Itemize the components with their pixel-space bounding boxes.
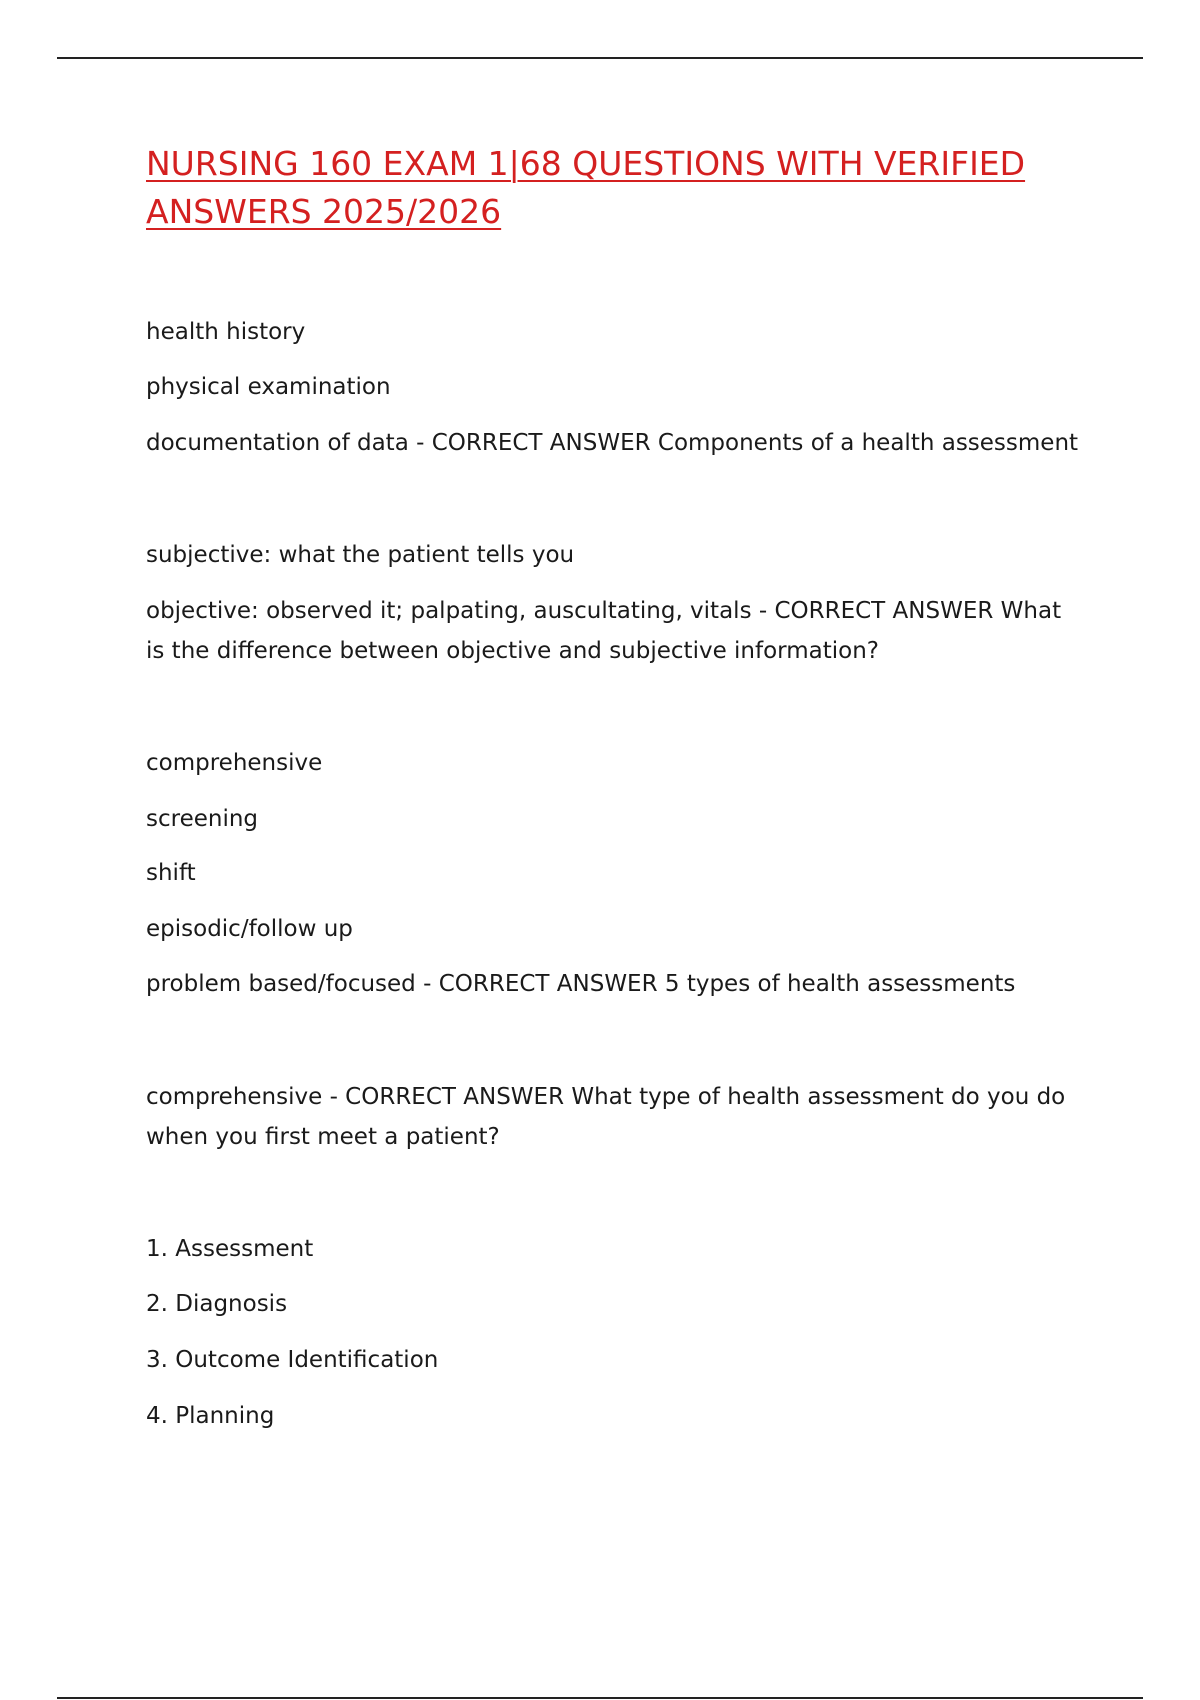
text-line: documentation of data - CORRECT ANSWER Components of a health assessment	[146, 430, 1079, 456]
text-line: 1. Assessment	[146, 1236, 314, 1262]
text-line: physical examination	[146, 374, 391, 400]
text-line: 4. Planning	[146, 1403, 275, 1429]
text-line: episodic/follow up	[146, 916, 353, 942]
document-title	[146, 140, 1106, 236]
text-line: 3. Outcome Identification	[146, 1347, 439, 1373]
text-line: subjective: what the patient tells you	[146, 542, 575, 568]
text-line: objective: observed it; palpating, auscultating, vitals - CORRECT ANSWER What is the difference between objective and subjective information?	[146, 598, 1062, 664]
top-rule	[57, 57, 1143, 59]
document-title-text: NURSING 160 EXAM 1|68 QUESTIONS WITH VERIFIED ANSWERS 2025/2026	[146, 144, 1026, 231]
text-line: comprehensive - CORRECT ANSWER What type of health assessment do you do when you first meet a patient?	[146, 1084, 1066, 1150]
text-line: shift	[146, 860, 196, 886]
text-line: problem based/focused - CORRECT ANSWER 5 types of health assessments	[146, 971, 1016, 997]
bottom-rule	[57, 1697, 1143, 1699]
text-line: 2. Diagnosis	[146, 1291, 288, 1317]
text-line: comprehensive	[146, 750, 323, 776]
text-line: screening	[146, 806, 259, 832]
text-line: health history	[146, 319, 306, 345]
